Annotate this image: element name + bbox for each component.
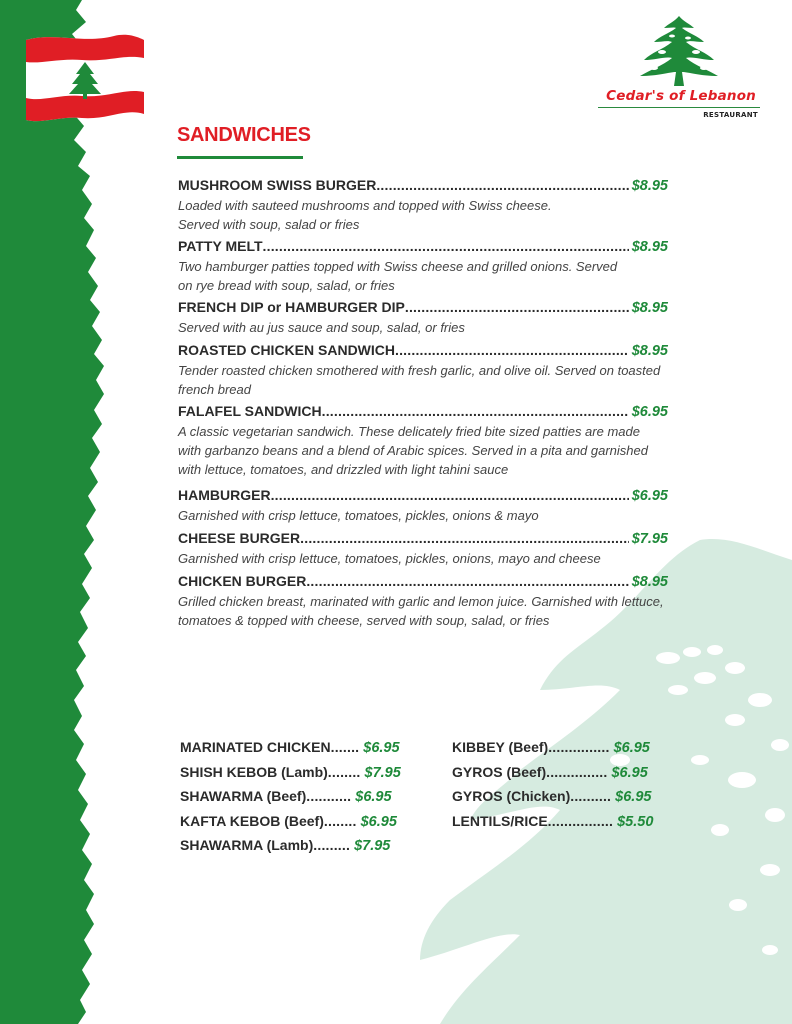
item-description: Garnished with crisp lettuce, tomatoes, pickles, onions, mayo and cheese — [178, 551, 601, 566]
item-name: KAFTA KEBOB (Beef) — [180, 812, 324, 829]
item-price: $6.95 — [613, 740, 650, 756]
leader-dots: ........ — [327, 763, 361, 780]
section-title: SANDWICHES — [177, 124, 311, 146]
list-item — [452, 813, 692, 838]
item-name: FRENCH DIP or HAMBURGER DIP — [178, 299, 405, 315]
item-price: $6.95 — [363, 740, 400, 756]
item-name: ROASTED CHICKEN SANDWICH — [178, 342, 395, 358]
leader-dots: ................ — [547, 812, 614, 829]
leader-dots: ........ — [323, 812, 357, 829]
item-name: SHAWARMA (Beef) — [180, 788, 307, 804]
brand-name: Cedar's of Lebanon — [606, 88, 756, 104]
item-price: $7.95 — [354, 838, 391, 854]
section-underline — [177, 156, 303, 159]
item-price: $8.95 — [631, 300, 668, 316]
item-name: HAMBURGER — [178, 487, 271, 503]
item-price: $6.95 — [355, 789, 392, 805]
lebanon-flag-icon — [24, 30, 146, 128]
leader-dots — [405, 299, 629, 315]
list-item — [452, 739, 692, 764]
leader-dots: ............... — [546, 763, 608, 780]
menu-item — [178, 530, 668, 568]
leader-dots: ............... — [548, 739, 610, 755]
cedar-tree-icon — [638, 14, 720, 90]
leader-dots — [306, 573, 628, 589]
item-description: Grilled chicken breast, marinated with garlic and lemon juice. Garnished with lettuce, tomatoes & topped with cheese, served with soup, salad, or fries — [178, 594, 664, 628]
item-price: $7.95 — [364, 764, 401, 781]
item-name: GYROS (Beef) — [452, 763, 547, 780]
item-price: $6.95 — [631, 404, 668, 420]
item-price: $5.50 — [617, 813, 654, 830]
list-item — [180, 788, 420, 813]
menu-item — [178, 573, 668, 630]
item-name: SHISH KEBOB (Lamb) — [180, 763, 328, 780]
item-price: $7.95 — [631, 531, 668, 547]
item-price: $8.95 — [631, 239, 668, 255]
plates-list-left — [180, 739, 420, 862]
leader-dots: .......... — [570, 788, 612, 804]
item-price: $8.95 — [631, 343, 668, 359]
menu-item — [178, 487, 668, 525]
item-name: MARINATED CHICKEN — [180, 739, 331, 755]
item-description: Two hamburger patties topped with Swiss cheese and grilled onions. Served on rye bread with soup, salad, or fries — [178, 259, 618, 293]
item-description: Tender roasted chicken smothered with fresh garlic, and olive oil. Served on toasted french bread — [178, 363, 661, 397]
item-description: Loaded with sauteed mushrooms and topped with Swiss cheese. Served with soup, salad or fries — [178, 198, 552, 232]
item-name: FALAFEL SANDWICH — [178, 403, 322, 419]
list-item — [180, 813, 420, 838]
restaurant-logo — [598, 14, 760, 120]
item-description: A classic vegetarian sandwich. These delicately fried bite sized patties are made with garbanzo beans and a blend of Arabic spices. Served in a pita and garnished with lettuce, tomatoes, and drizzled with light tahini sauce — [178, 424, 648, 477]
item-name: CHICKEN BURGER — [178, 573, 307, 589]
leader-dots — [395, 342, 629, 358]
list-item — [452, 788, 692, 813]
list-item — [180, 837, 420, 862]
item-price: $6.95 — [615, 789, 652, 805]
leader-dots — [271, 487, 629, 503]
leader-dots — [300, 530, 629, 546]
item-name: PATTY MELT — [178, 238, 263, 254]
item-price: $8.95 — [631, 178, 668, 194]
leader-dots: ........... — [306, 788, 352, 804]
item-price: $8.95 — [631, 574, 668, 590]
leader-dots — [263, 238, 629, 254]
item-name: MUSHROOM SWISS BURGER — [178, 177, 377, 193]
menu-item — [178, 342, 668, 399]
brand-subtitle: RESTAURANT — [703, 111, 758, 119]
item-name: SHAWARMA (Lamb) — [180, 837, 314, 853]
item-price: $6.95 — [611, 764, 648, 781]
item-name: KIBBEY (Beef) — [452, 739, 549, 755]
leader-dots: ....... — [330, 739, 360, 755]
menu-item — [178, 177, 668, 234]
menu-item — [178, 403, 668, 479]
item-price: $6.95 — [631, 488, 668, 504]
list-item — [180, 764, 420, 789]
green-side-strip — [0, 0, 104, 1024]
item-name: GYROS (Chicken) — [452, 788, 571, 804]
plates-list-right — [452, 739, 692, 837]
leader-dots — [322, 403, 629, 419]
logo-rule — [598, 107, 760, 108]
item-name: LENTILS/RICE — [452, 812, 548, 829]
menu-item — [178, 238, 668, 295]
leader-dots: ......... — [313, 837, 351, 853]
item-name: CHEESE BURGER — [178, 530, 301, 546]
item-description: Served with au jus sauce and soup, salad, or fries — [178, 320, 465, 335]
item-price: $6.95 — [360, 813, 397, 830]
list-item — [180, 739, 420, 764]
item-description: Garnished with crisp lettuce, tomatoes, pickles, onions & mayo — [178, 508, 539, 523]
menu-item — [178, 299, 668, 337]
leader-dots — [376, 177, 628, 193]
list-item — [452, 764, 692, 789]
